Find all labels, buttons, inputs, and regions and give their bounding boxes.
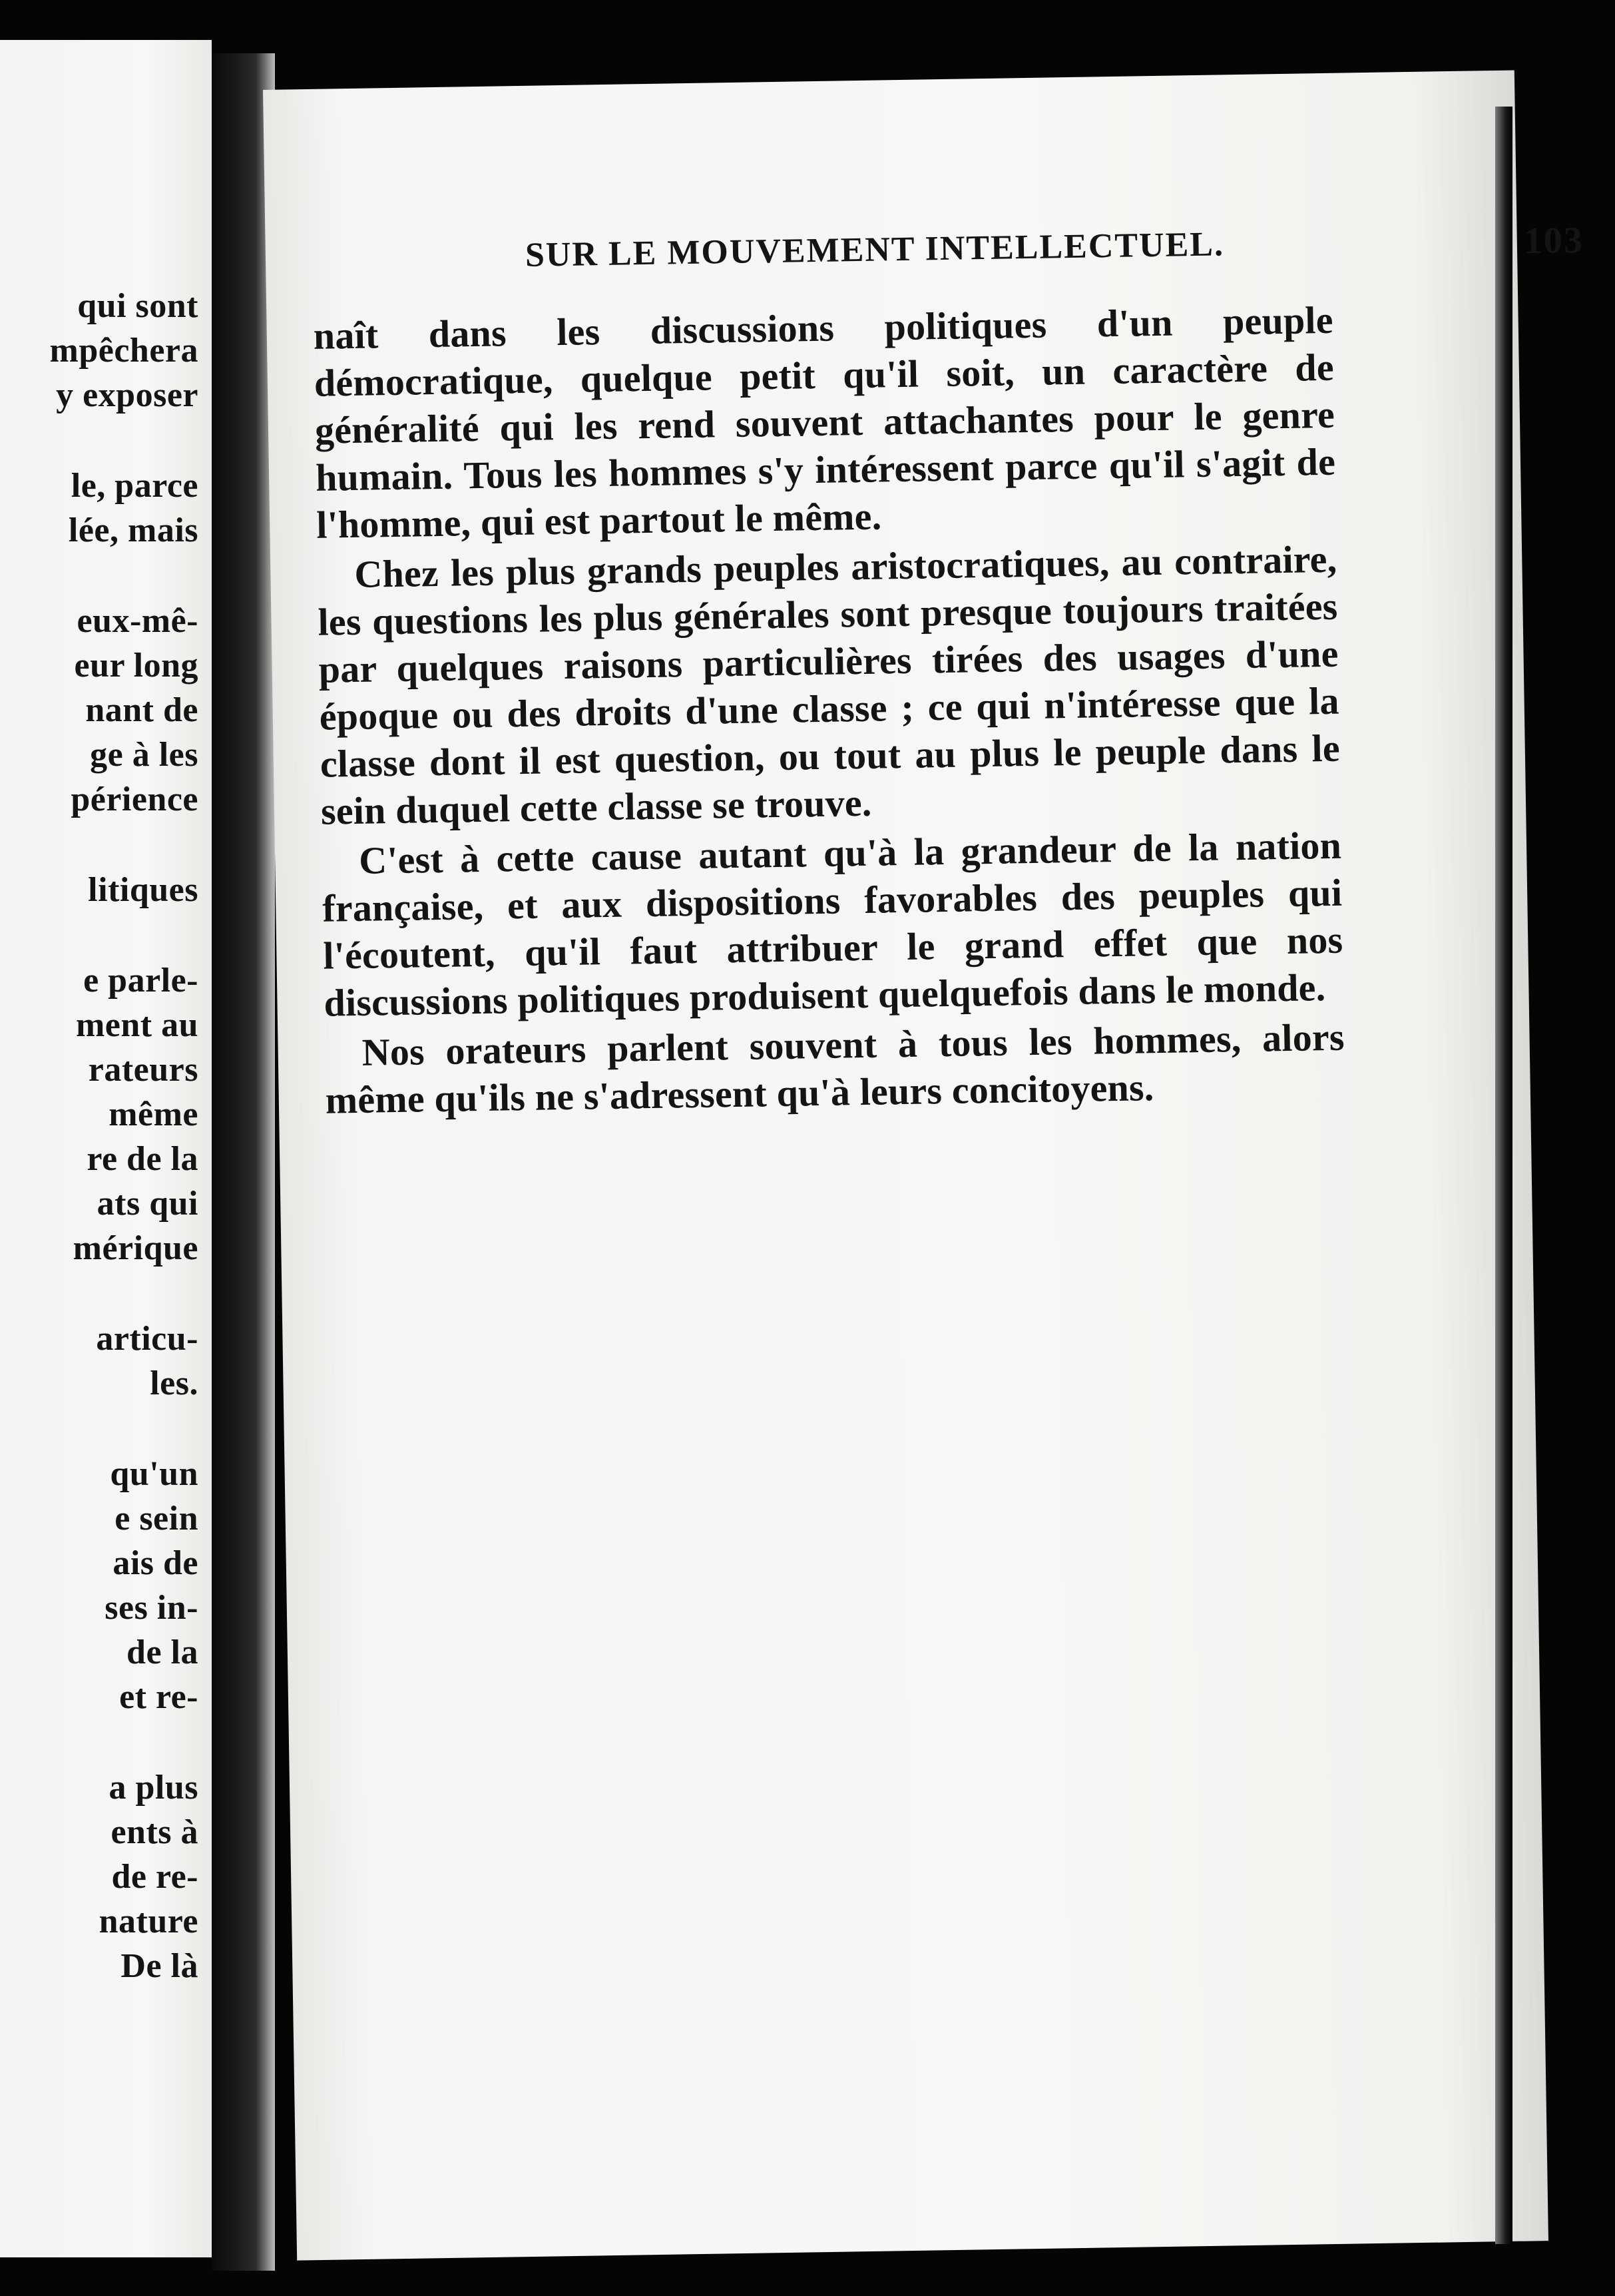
previous-page-fragment	[0, 40, 212, 2257]
left-page-line: ais de	[113, 1544, 198, 1582]
book-page	[263, 70, 1584, 2260]
paragraph: C'est à cette cause autant qu'à la grandeur de la nation française, et aux dispositions favorables des peuples qui l'écoutent, qu'il faut attribuer le grand effet que nos discussions politiques produisent quelquefois dans le monde.	[322, 823, 1343, 1025]
book-gutter	[212, 53, 275, 2271]
paragraph: Nos orateurs parlent souvent à tous les hommes, alors même qu'ils ne s'adressent qu'à leurs concitoyens.	[325, 1015, 1345, 1122]
page-number: 103	[1523, 219, 1584, 262]
left-page-line: e sein	[115, 1500, 198, 1538]
left-page-line: ge à les	[90, 736, 198, 774]
paragraph: Chez les plus grands peuples aristocratiques, au contraire, les questions les plus générales sont presque toujours traitées par quelques raisons particulières tirées des usages d'une époque ou des droits d'une classe ; ce qui n'intéresse que la classe dont il est question, ou tout au plus le peuple dans le sein duquel cette classe se trouve.	[318, 537, 1341, 833]
left-page-line: périence	[71, 780, 198, 818]
left-page-line: eur long	[74, 647, 198, 685]
left-page-line: de re-	[111, 1858, 198, 1896]
page-edge-shadow	[1495, 107, 1512, 2244]
body-text	[313, 296, 1345, 1124]
left-page-line: rateurs	[88, 1051, 198, 1089]
left-page-line: de la	[126, 1633, 198, 1671]
left-page-line: De là	[120, 1947, 198, 1985]
left-page-line: a plus	[109, 1769, 198, 1807]
left-page-line: ats qui	[97, 1185, 198, 1223]
left-page-line: articu-	[96, 1320, 198, 1358]
left-page-line: lée, mais	[68, 511, 198, 549]
left-page-line: même	[109, 1095, 198, 1133]
left-page-line: mérique	[73, 1229, 198, 1267]
left-page-line: les.	[150, 1364, 198, 1402]
left-page-line: nant de	[85, 691, 198, 729]
left-page-line: et re-	[119, 1678, 198, 1716]
left-page-line: litiques	[88, 871, 198, 909]
left-page-line: ment au	[75, 1006, 198, 1044]
left-page-line: mpêchera	[49, 332, 198, 370]
left-page-line: ses in-	[105, 1589, 198, 1627]
left-page-line: qui sont	[77, 287, 198, 325]
left-page-line: re de la	[87, 1140, 198, 1178]
left-page-line: ents à	[111, 1813, 198, 1851]
paragraph: naît dans les discussions politiques d'un peuple démocratique, quelque petit qu'il soit, un caractère de généralité qui les rend souvent attachantes pour le genre humain. Tous les hommes s'y intéressent parce qu'il s'agit de l'homme, qui est partout le même.	[313, 298, 1336, 547]
page-header	[525, 219, 1584, 274]
left-page-line: eux-mê-	[77, 602, 198, 640]
left-page-line: qu'un	[110, 1455, 198, 1493]
running-title: SUR LE MOUVEMENT INTELLECTUEL.	[525, 225, 1225, 274]
left-page-line: e parle-	[83, 962, 198, 1000]
left-page-line: y exposer	[56, 376, 198, 414]
left-page-line: nature	[99, 1902, 198, 1940]
left-page-line: le, parce	[71, 467, 198, 505]
